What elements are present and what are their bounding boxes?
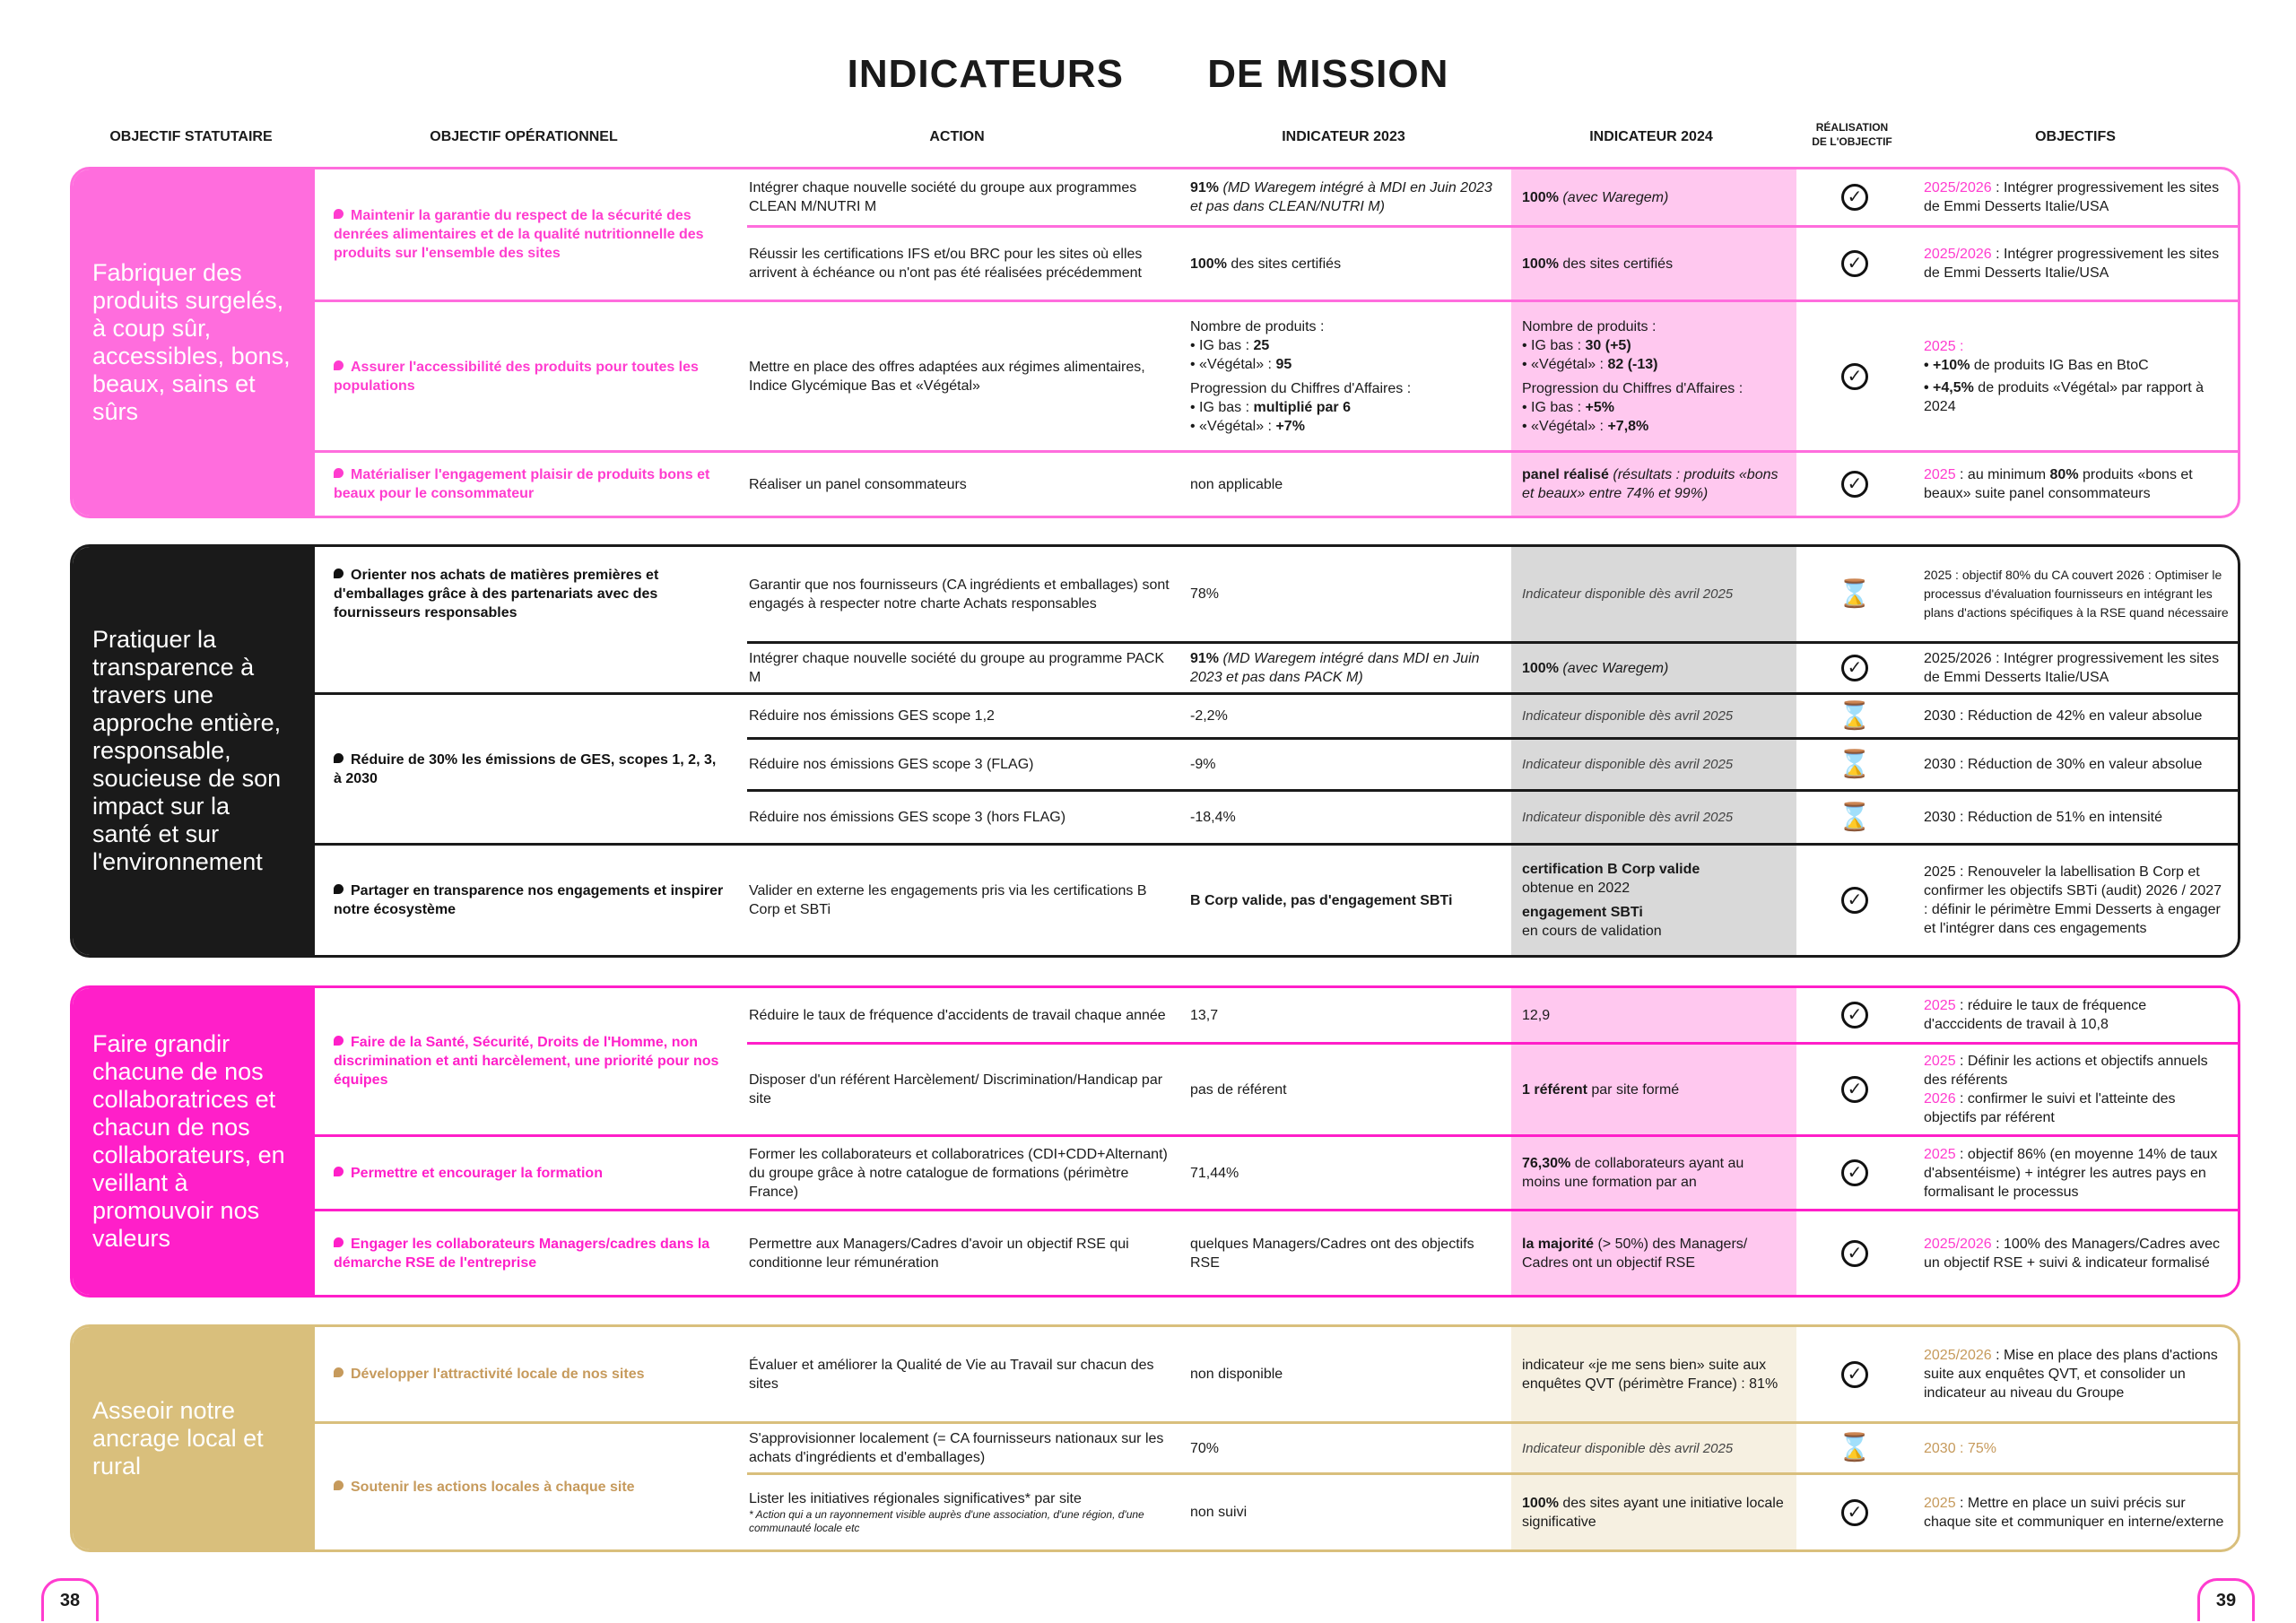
realisation-cell <box>1796 740 1913 789</box>
indicateur-2024-cell <box>1511 1045 1796 1134</box>
objectif-text: : Intégrer progressivement les sites de Emmi Desserts Italie/USA <box>1924 247 2220 281</box>
indicateur-2024-cell <box>1511 1137 1796 1209</box>
hourglass-icon: ⌛ <box>1838 802 1872 832</box>
hourglass-icon: ⌛ <box>1838 749 1872 779</box>
objectif-cell: 2025 : objectif 80% du CA couvert 2026 : Optimiser le processus d'évaluation fournisseurs en intégrant les plans d'actions spécifiques à la RSE quand nécessaire <box>1924 568 2229 620</box>
action-cell: Former les collaborateurs et collaboratrices (CDI+CDD+Alternant) du groupe grâce à notre catalogue de formations (périmètre France) <box>749 1146 1168 1200</box>
realisation-cell <box>1796 1137 1913 1209</box>
action-cell: Intégrer chaque nouvelle société du groupe aux programmes CLEAN M/NUTRI M <box>749 180 1137 214</box>
line: Progression du Chiffres d'Affaires : <box>1522 380 1744 396</box>
realisation-cell <box>1796 547 1913 641</box>
table-row <box>315 846 2238 955</box>
table-row <box>315 644 2238 692</box>
leaf-bullet-icon <box>334 1237 344 1247</box>
indicateur-2024-cell <box>1511 547 1796 641</box>
indicateur-2024-cell <box>1511 169 1796 225</box>
action-cell: Réaliser un panel consommateurs <box>749 476 967 492</box>
action-text: Lister les initiatives régionales significatives* par site <box>749 1491 1082 1506</box>
year: 2025/2026 <box>1924 1236 1992 1252</box>
header-indicateur-2023: INDICATEUR 2023 <box>1282 129 1405 144</box>
note: Indicateur disponible dès avril 2025 <box>1522 810 1734 825</box>
table-row <box>315 740 2238 789</box>
realisation-cell <box>1796 988 1913 1042</box>
objectif-cell <box>1913 228 2238 299</box>
objectif-text: : Intégrer progressivement les sites de Emmi Desserts Italie/USA <box>1924 180 2220 214</box>
action-cell: S'approvisionner localement (= CA fournisseurs nationaux sur les achats d'ingrédients et d'emballages) <box>749 1431 1164 1465</box>
indicateur-2023-cell: pas de référent <box>1190 1081 1287 1098</box>
check-circle-icon: ✓ <box>1841 184 1868 211</box>
check-circle-icon: ✓ <box>1841 1361 1868 1388</box>
value: 100% <box>1190 256 1227 272</box>
action-cell: Permettre aux Managers/Cadres d'avoir un objectif RSE qui conditionne leur rémunération <box>749 1236 1129 1271</box>
text: de produits «Végétal» par rapport à 2024 <box>1924 379 2205 414</box>
realisation-cell <box>1796 846 1913 955</box>
objectif-statutaire: Asseoir notre ancrage local et rural <box>73 1327 315 1549</box>
text: de produits IG Bas en BtoC <box>1970 357 2149 373</box>
page-number-left: 38 <box>41 1578 99 1621</box>
op-text: Partager en transparence nos engagements et inspirer notre écosystème <box>334 883 724 917</box>
year: 2025 <box>1924 1495 1956 1511</box>
text: par site formé <box>1587 1081 1680 1098</box>
label: • «Végétal» : <box>1190 356 1276 372</box>
realisation-cell <box>1796 1045 1913 1134</box>
indicateur-2023-cell: non applicable <box>1190 476 1283 492</box>
indicateur-2024-cell <box>1511 846 1796 955</box>
op-text: Engager les collaborateurs Managers/cadres dans la démarche RSE de l'entreprise <box>334 1236 710 1271</box>
value: 76,30% <box>1522 1156 1571 1171</box>
op-text: Faire de la Santé, Sécurité, Droits de l'Homme, non discrimination et anti harcèlement, une priorité pour nos équipes <box>334 1035 719 1088</box>
realisation-cell <box>1796 1327 1913 1421</box>
objectif-operationnel <box>315 302 738 450</box>
text: en cours de validation <box>1522 924 1662 939</box>
value: 100% <box>1522 189 1559 205</box>
indicateur-2024-cell: indicateur «je me sens bien» suite aux enquêtes QVT (périmètre France) : 81% <box>1511 1327 1796 1421</box>
check-circle-icon: ✓ <box>1841 471 1868 498</box>
op-text: Développer l'attractivité locale de nos sites <box>351 1367 645 1382</box>
objectif-statutaire: Faire grandir chacune de nos collaboratrices et chacun de nos collaborateurs, en veillant à promouvoir nos valeurs <box>73 988 315 1295</box>
objectif-cell <box>1913 453 2238 516</box>
value: panel réalisé <box>1522 467 1609 482</box>
realisation-cell <box>1796 302 1913 450</box>
note: (avec Waregem) <box>1562 189 1669 205</box>
note: (résultats : produits «bons et beaux» entre 74% et 99%) <box>1522 467 1779 501</box>
action-cell: Réduire nos émissions GES scope 3 (FLAG) <box>749 757 1034 772</box>
indicateur-2023-cell: 70% <box>1190 1440 1220 1456</box>
indicateur-2023-cell: 13,7 <box>1190 1007 1219 1023</box>
action-cell: Mettre en place des offres adaptées aux régimes alimentaires, Indice Glycémique Bas et «Végétal» <box>749 359 1145 394</box>
text: des sites certifiés <box>1558 256 1674 272</box>
check-circle-icon: ✓ <box>1841 1499 1868 1526</box>
indicateur-2023-cell <box>1181 169 1511 225</box>
value: 95 <box>1275 356 1292 372</box>
realisation-cell <box>1796 1475 1913 1549</box>
op-text: Soutenir les actions locales à chaque site <box>351 1479 635 1495</box>
value: 100% <box>1522 1495 1559 1511</box>
value: +7,8% <box>1607 418 1649 434</box>
mission-block-2 <box>70 544 2240 958</box>
note: Indicateur disponible dès avril 2025 <box>1522 586 1734 602</box>
header-statutaire: OBJECTIF STATUTAIRE <box>109 129 273 144</box>
note: Indicateur disponible dès avril 2025 <box>1522 757 1734 772</box>
value: +5% <box>1585 399 1614 415</box>
year: 2025/2026 <box>1924 247 1992 262</box>
table-row <box>315 1137 2238 1209</box>
table-row <box>315 547 2238 641</box>
table-row <box>315 302 2238 450</box>
value: +7% <box>1275 418 1305 434</box>
check-circle-icon: ✓ <box>1841 363 1868 390</box>
value: 82 (-13) <box>1607 356 1658 372</box>
header-indicateur-2024: INDICATEUR 2024 <box>1589 129 1713 144</box>
year: 2025/2026 <box>1924 1348 1992 1363</box>
leaf-bullet-icon <box>334 468 344 478</box>
year: 2025 <box>1924 1146 1956 1162</box>
footnote: * Action qui a un rayonnement visible auprès d'une association, d'une région, d'une communauté locale etc <box>749 1508 1144 1534</box>
objectif-cell <box>1913 302 2238 450</box>
value: 25 <box>1253 337 1270 353</box>
objectif-operationnel <box>315 1137 738 1209</box>
year: 2025 <box>1924 998 1956 1013</box>
text: : Mise en place des plans d'actions suite aux enquêtes QVT, et consolider un indicateur au niveau du Groupe <box>1924 1348 2218 1401</box>
indicateur-2023-cell: B Corp valide, pas d'engagement SBTi <box>1190 892 1453 908</box>
mission-block-3 <box>70 985 2240 1298</box>
realisation-cell <box>1796 1211 1913 1295</box>
check-circle-icon: ✓ <box>1841 1240 1868 1267</box>
action-cell: Réduire nos émissions GES scope 1,2 <box>749 708 995 724</box>
text: : confirmer le suivi et l'atteinte des objectifs par référent <box>1924 1091 2176 1125</box>
note: (avec Waregem) <box>1558 660 1669 676</box>
op-text: Assurer l'accessibilité des produits pour toutes les populations <box>334 359 699 394</box>
text: : réduire le taux de fréquence d'acccidents de travail à 10,8 <box>1924 998 2147 1032</box>
table-row <box>315 988 2238 1042</box>
indicateur-2024-cell <box>1511 792 1796 843</box>
header-action: ACTION <box>929 129 985 144</box>
op-text: Matérialiser l'engagement plaisir de produits bons et beaux pour le consommateur <box>334 467 710 501</box>
check-circle-icon: ✓ <box>1841 1002 1868 1028</box>
table-row <box>315 169 2238 225</box>
objectif-statutaire: Fabriquer des produits surgelés, à coup sûr, accessibles, bons, beaux, sains et sûrs <box>73 169 315 516</box>
text: : Mettre en place un suivi précis sur chaque site et communiquer en interne/externe <box>1924 1495 2224 1530</box>
table-row <box>315 228 2238 299</box>
objectif-operationnel <box>315 1211 738 1295</box>
objectif-operationnel <box>315 453 738 516</box>
objectif-cell <box>1913 1424 2238 1472</box>
action-cell: Disposer d'un référent Harcèlement/ Discrimination/Handicap par site <box>749 1072 1163 1107</box>
text: (> 50%) des Managers/ Cadres ont un objectif RSE <box>1522 1236 1748 1271</box>
table-row <box>315 1475 2238 1549</box>
indicateur-2023-cell: 71,44% <box>1190 1165 1239 1181</box>
table-row <box>315 1424 2238 1472</box>
realisation-cell <box>1796 228 1913 299</box>
op-text: Permettre et encourager la formation <box>351 1165 603 1181</box>
action-cell: Réduire nos émissions GES scope 3 (hors FLAG) <box>749 810 1066 825</box>
value: 80% <box>2049 467 2079 482</box>
label: • IG bas : <box>1522 399 1586 415</box>
value: • +10% <box>1924 357 1970 373</box>
action-cell: Réussir les certifications IFS et/ou BRC pour les sites où elles arrivent à échéance ou n'ont pas été réalisées précédemment <box>749 247 1143 281</box>
value: 100% <box>1522 660 1559 676</box>
objectif-cell: 2025 : Renouveler la labellisation B Corp et confirmer les objectifs SBTi (audit) 2026 / 2027 : définir le périmètre Emmi Desserts à engager et l'intégrer dans ces engagements <box>1924 864 2222 936</box>
realisation-cell <box>1796 792 1913 843</box>
check-circle-icon: ✓ <box>1841 887 1868 914</box>
note: (MD Waregem intégré à MDI en Juin 2023 et pas dans CLEAN/NUTRI M) <box>1190 180 1492 214</box>
objectif-cell <box>1913 1211 2238 1295</box>
check-circle-icon: ✓ <box>1841 655 1868 681</box>
note: Indicateur disponible dès avril 2025 <box>1522 708 1734 724</box>
header-realisation-line1: RÉALISATION <box>1815 121 1889 134</box>
indicateur-2023-cell: quelques Managers/Cadres ont des objectifs RSE <box>1190 1236 1474 1271</box>
header-objectifs: OBJECTIFS <box>2035 129 2116 144</box>
table-row <box>315 1045 2238 1134</box>
objectif-statutaire: Pratiquer la transparence à travers une approche entière, responsable, soucieuse de son impact sur la santé et sur l'environnement <box>73 547 315 955</box>
op-text: Réduire de 30% les émissions de GES, scopes 1, 2, 3, à 2030 <box>334 751 717 786</box>
hourglass-icon: ⌛ <box>1838 578 1872 609</box>
table-row <box>315 1327 2238 1421</box>
objectif-operationnel <box>315 1327 738 1421</box>
year: 2026 <box>1924 1091 1956 1107</box>
objectif-cell: 2030 : Réduction de 51% en intensité <box>1924 810 2162 825</box>
header-operationnel: OBJECTIF OPÉRATIONNEL <box>430 129 618 144</box>
header-realisation-line2: DE L'OBJECTIF <box>1812 135 1892 148</box>
action-cell: Intégrer chaque nouvelle société du groupe au programme PACK M <box>749 651 1165 685</box>
table-row <box>315 695 2238 737</box>
line: Nombre de produits : <box>1522 318 1657 334</box>
title-part-2: DE MISSION <box>1207 52 1449 96</box>
line: Nombre de produits : <box>1190 318 1325 334</box>
year: 2025/2026 <box>1924 180 1992 195</box>
hourglass-icon: ⌛ <box>1838 700 1872 731</box>
leaf-bullet-icon <box>334 884 344 894</box>
value: 30 (+5) <box>1585 337 1631 353</box>
note: Indicateur disponible dès avril 2025 <box>1522 1440 1734 1456</box>
indicateur-2024-cell <box>1511 1211 1796 1295</box>
objectif-cell: 2025/2026 : Intégrer progressivement les sites de Emmi Desserts Italie/USA <box>1924 651 2220 685</box>
objectif-cell <box>1913 1475 2238 1549</box>
text: de collaborateurs ayant au moins une formation par an <box>1522 1156 1744 1190</box>
value: 1 référent <box>1522 1081 1587 1098</box>
action-cell: Garantir que nos fournisseurs (CA ingrédients et emballages) sont engagés à respecter notre charte Achats responsables <box>749 577 1170 612</box>
value: la majorité <box>1522 1236 1595 1252</box>
leaf-bullet-icon <box>334 1167 344 1176</box>
value: engagement SBTi <box>1522 905 1643 920</box>
value: multiplié par 6 <box>1253 399 1351 415</box>
value: 91% <box>1190 180 1220 195</box>
indicateur-2024-cell <box>1511 453 1796 516</box>
indicateur-2023-cell: 78% <box>1190 586 1220 602</box>
objectif-cell: 2030 : Réduction de 42% en valeur absolue <box>1924 708 2203 724</box>
table-row <box>315 792 2238 843</box>
title-part-1: INDICATEURS <box>847 52 1125 96</box>
realisation-cell <box>1796 1424 1913 1472</box>
check-circle-icon: ✓ <box>1841 1159 1868 1186</box>
label: • IG bas : <box>1190 337 1254 353</box>
objectif-cell: 2030 : Réduction de 30% en valeur absolue <box>1924 757 2203 772</box>
value: certification B Corp valide <box>1522 862 1700 877</box>
text: des sites certifiés <box>1226 256 1342 272</box>
indicateur-2023-cell: non disponible <box>1190 1367 1283 1382</box>
value: 91% <box>1190 651 1220 666</box>
year: 2025 : <box>1924 338 1964 354</box>
objectif-operationnel <box>315 846 738 955</box>
objectif-cell <box>1913 169 2238 225</box>
label: • «Végétal» : <box>1522 356 1608 372</box>
page-number-right: 39 <box>2197 1578 2255 1621</box>
indicateur-2024-cell <box>1511 644 1796 692</box>
realisation-cell <box>1796 695 1913 737</box>
text: : 100% des Managers/Cadres avec un objectif RSE + suivi & indicateur formalisé <box>1924 1236 2220 1271</box>
indicateur-2024-cell <box>1511 695 1796 737</box>
indicateur-2024-cell: 12,9 <box>1511 988 1796 1042</box>
text: : Définir les actions et objectifs annuels des référents <box>1924 1054 2208 1088</box>
mission-block-4 <box>70 1324 2240 1552</box>
table-row <box>315 453 2238 516</box>
action-cell: Évaluer et améliorer la Qualité de Vie au Travail sur chacun des sites <box>749 1357 1154 1392</box>
text: des sites ayant une initiative locale significative <box>1522 1495 1784 1530</box>
indicateur-2023-cell: non suivi <box>1190 1505 1248 1520</box>
value: • +4,5% <box>1924 379 1974 395</box>
indicateur-2023-cell: -2,2% <box>1190 708 1228 724</box>
hourglass-icon: ⌛ <box>1838 1433 1872 1462</box>
objectif-cell <box>1913 988 2238 1042</box>
mission-block-1 <box>70 167 2240 518</box>
indicateur-2024-cell <box>1511 302 1796 450</box>
label: • IG bas : <box>1190 399 1254 415</box>
value: 100% <box>1522 256 1559 272</box>
indicateur-2023-cell: -9% <box>1190 757 1216 772</box>
indicateur-2024-cell <box>1511 1424 1796 1472</box>
year: 2030 : 75% <box>1924 1440 1996 1456</box>
line: Progression du Chiffres d'Affaires : <box>1190 380 1412 396</box>
header-realisation <box>1794 120 1910 149</box>
action-cell: Réduire le taux de fréquence d'accidents de travail chaque année <box>749 1007 1166 1023</box>
objectif-cell <box>1913 1137 2238 1209</box>
label: • «Végétal» : <box>1522 418 1608 434</box>
leaf-bullet-icon <box>334 1367 344 1377</box>
op-text: Orienter nos achats de matières premières et d'emballages grâce à des partenariats avec des fournisseurs responsables <box>334 568 659 621</box>
indicateur-2023-cell <box>1181 644 1511 692</box>
text: obtenue en 2022 <box>1522 881 1631 896</box>
check-circle-icon: ✓ <box>1841 1076 1868 1103</box>
indicateur-2023-cell <box>1181 228 1511 299</box>
text: : au minimum <box>1955 467 2050 482</box>
page-title <box>0 52 2296 97</box>
year: 2025 <box>1924 1054 1956 1069</box>
realisation-cell <box>1796 453 1913 516</box>
label: • IG bas : <box>1522 337 1586 353</box>
indicateur-2024-cell <box>1511 1475 1796 1549</box>
year: 2025 <box>1924 467 1956 482</box>
indicateur-2024-cell <box>1511 740 1796 789</box>
realisation-cell <box>1796 644 1913 692</box>
label: • «Végétal» : <box>1190 418 1276 434</box>
text: : objectif 86% (en moyenne 14% de taux d'absentéisme) + intégrer les autres pays en formalisant le processus <box>1924 1146 2218 1200</box>
objectif-cell <box>1913 1045 2238 1134</box>
action-cell: Valider en externe les engagements pris via les certifications B Corp et SBTi <box>749 883 1147 917</box>
indicateur-2023-cell: -18,4% <box>1190 810 1236 825</box>
check-circle-icon: ✓ <box>1841 250 1868 277</box>
op-text: Maintenir la garantie du respect de la sécurité des denrées alimentaires et de la qualité nutritionnelle des produits sur l'ensemble des sites <box>334 208 704 261</box>
note: (MD Waregem intégré dans MDI en Juin 2023 et pas dans PACK M) <box>1190 651 1480 685</box>
indicateur-2023-cell <box>1181 302 1511 450</box>
leaf-bullet-icon <box>334 360 344 370</box>
indicateur-2024-cell <box>1511 228 1796 299</box>
objectif-cell <box>1913 1327 2238 1421</box>
table-row <box>315 1211 2238 1295</box>
action-cell <box>738 1475 1181 1549</box>
text: produits «bons et beaux» suite panel consommateurs <box>1924 467 2193 501</box>
realisation-cell <box>1796 169 1913 225</box>
